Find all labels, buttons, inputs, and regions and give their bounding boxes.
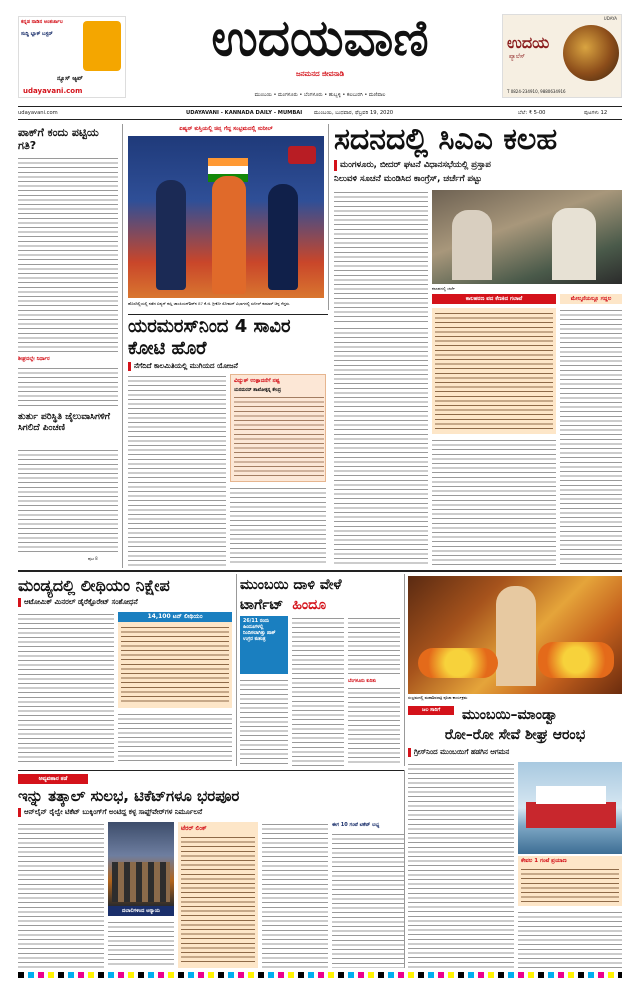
mumbai-divider — [404, 574, 405, 766]
tatkal-body-3 — [262, 822, 328, 968]
mumbai-headline3: ಹಿಂದೂ — [292, 597, 327, 613]
photo-divider — [328, 124, 329, 310]
shivaratri-caption: ಸಂಭ್ರಮದಲ್ಲಿ ಮಹಾಶಿವರಾತ್ರಿ ಪೂಜಾ ಕಾರ್ಯಕ್ರಮ — [408, 695, 468, 700]
wrestler-figure — [268, 184, 298, 290]
right-ad-sub: ಪ್ಯಾಲೆಸ್ — [509, 53, 526, 60]
tatkal-box2: ಈಗ 10 ಗಂಟೆ ಟಿಕೆಟ್ ಲಭ್ಯ — [332, 822, 380, 828]
mumbai-body-1 — [292, 616, 344, 766]
right-ad-brand: ಉದಯ — [507, 33, 550, 52]
tatkal-body-2 — [108, 920, 174, 968]
strip-price: ಬೆಲೆ: ₹ 5-00 — [518, 110, 546, 116]
mid-rule — [18, 570, 622, 572]
wrestler-figure — [212, 176, 246, 294]
yaramaras-body-1 — [128, 374, 226, 566]
left-col-more[interactable]: ಪುಟ 8 — [88, 556, 98, 561]
left-col-body-3 — [18, 448, 118, 552]
wrestling-caption: ಹೊಸದಿಲ್ಲಿಯಲ್ಲಿ ನಡೆದ ಏಷ್ಯನ್ ಕುಸ್ತಿ ಚಾಂಪಿಯನ್‌ಶಿಪ್‌ನ 87 ಕೆ.ಜಿ. ಗ್ರೀಕೋ ರೋಮನ್ ವಿಭಾಗದಲ್ಲಿ ಸುನೀಲ್ ಕುಮಾರ್ ಚಿನ್ನ ಗೆದ್ದರು. — [128, 301, 291, 306]
tatkal-box-body — [181, 835, 255, 965]
lithium-body-2 — [118, 712, 232, 764]
yaramaras-body-2 — [230, 486, 326, 566]
tatkal-rule — [18, 770, 404, 771]
left-ad-site: udayavani.com — [23, 87, 83, 95]
right-ad-top: UDAYA — [603, 16, 617, 21]
right-ad-phone: T 0824-234910, 9880634916 — [507, 89, 566, 94]
mumbai-body-2 — [240, 678, 288, 766]
roro-tag: ಜಲ ಸಾರಿಗೆ — [408, 706, 454, 715]
caa-tag2: ಮೇಲ್ಮನೆಯಲ್ಲೂ ಗದ್ದಲ — [560, 294, 622, 304]
left-col-sub1: ಶೀಘ್ರದಲ್ಲೇ ನಿರ್ಧಾರ — [18, 356, 50, 362]
roro-box — [518, 856, 622, 906]
passenger-crowd — [112, 862, 170, 902]
strip-pages: ಪುಟಗಳು 12 — [584, 110, 608, 116]
caa-subhead1: ಮಂಗಳೂರು, ಬೀದರ್ ಘಟನೆ ವಿಧಾನಸಭೆಯಲ್ಲಿ ಪ್ರಸ್ತಾಪ — [334, 160, 624, 171]
tatkal-subhead: ಆನ್‌ಲೈನ್ ರೈಲ್ವೇ ಟಿಕೆಟ್ ಬುಕ್ಕಿಂಗ್‌ಗೆ ಅಂಟಿದ್ದ ಕಳ್ಳ ಸಾಫ್ಟ್‌ವೇರ್‌ಗಳ ನಿರ್ಮೂಲನೆ — [18, 808, 404, 817]
tatkal-body-4 — [332, 832, 404, 968]
strip-site[interactable]: udayavani.com — [18, 110, 58, 116]
train-photo — [108, 822, 174, 906]
mumbai-headline: ಮುಂಬಯಿ ದಾಳಿ ವೇಳೆ — [240, 577, 342, 593]
roro-body-1 — [408, 762, 514, 968]
lithium-body-1 — [18, 612, 114, 764]
ship-photo — [518, 762, 622, 854]
food-image — [563, 25, 619, 81]
yaramaras-box-sub: ಯರಮರಸ್ ಶಾಖೋತ್ಪನ್ನ ಕೇಂದ್ರ — [234, 388, 281, 393]
ship-deck — [536, 786, 606, 804]
mumbai-body-4 — [348, 686, 400, 766]
caa-body-1 — [334, 190, 428, 322]
caa-body-3 — [560, 308, 622, 566]
caa-highlight-body — [435, 311, 553, 431]
ongc-logo-icon — [288, 146, 316, 164]
strip-bottom-rule — [18, 119, 622, 120]
roro-headline: ಮುಂಬಯಿ–ಮಾಂಡ್ವಾ — [462, 707, 559, 723]
left-ad-line1: ಕನ್ನಡ ನಾಡಿನ ಅಂತರ್ಜಾಲ — [21, 19, 63, 25]
left-col-body-2 — [18, 366, 118, 406]
mumbai-headline-row — [240, 594, 400, 612]
caa-subhead2: ನಿಲುವಳಿ ಸೂಚನೆ ಮಂಡಿಸಿದ ಕಾಂಗ್ರೆಸ್, ಚರ್ಚೆಗೆ ಪಟ್ಟು — [334, 174, 482, 184]
shivaratri-photo — [408, 576, 622, 694]
masthead-title: ಉದಯವಾಣಿ — [211, 8, 429, 67]
priest-figure — [496, 586, 536, 686]
lithium-box-body — [121, 625, 229, 705]
tatkal-divider — [404, 770, 405, 968]
flower-garland — [538, 642, 614, 678]
caa-highlight-box — [432, 308, 556, 434]
strip-date: ಮುಂಬಯಿ, ಬುಧವಾರ, ಫೆಬ್ರವರಿ 19, 2020 — [314, 110, 394, 116]
yaramaras-box-body — [234, 395, 324, 479]
left-col-divider — [122, 124, 123, 568]
lithium-divider — [236, 574, 237, 766]
date-strip — [18, 108, 622, 118]
caa-body-2 — [334, 326, 428, 566]
strip-top-rule — [18, 106, 622, 107]
yaramaras-rule — [128, 314, 328, 315]
caa-tag1: ಕಾಲಹರಣ ಪದ ಕೆಣಕಿದ ಗಲಾಟೆ — [432, 294, 556, 304]
tatkal-box — [178, 822, 258, 968]
wrestling-photo — [128, 136, 324, 298]
yaramaras-headline: ಯರಮರಸ್‌ನಿಂದ 4 ಸಾವಿರ ಕೋಟಿ ಹೊರೆ — [128, 316, 291, 359]
roro-box-title: ಕೇವಲ 1 ಗಂಟೆ ಪ್ರಯಾಣ — [521, 858, 567, 864]
lithium-subhead: ಆಟೋಮಿಕ್ ಮಿನರಲ್ ಡೈರೆಕ್ಟೊರೇಟ್ ಸಂಶೋಧನೆ — [18, 598, 232, 607]
left-ad-line2: ಸುದ್ದಿ ಬ್ಲಾಕ್ ಬಸ್ಟರ್ — [21, 31, 53, 37]
mumbai-body-3 — [348, 616, 400, 676]
roro-box-body — [521, 867, 619, 903]
mumbai-subbox: ಬೆಂಗಳೂರು ಕುರಿತು — [348, 679, 377, 684]
mumbai-box-text: 26/11 ರಂದು ಹಿಂದೂಗಳಲ್ಲಿ ನಿಂದಿಸಲಾಗಿತ್ತು ಪಾಕ್ ಉಗ್ರರ ಕುತಂತ್ರ — [243, 619, 276, 642]
yaramaras-box — [230, 374, 326, 482]
right-ad[interactable] — [502, 14, 622, 98]
caa-photo-caption: ಕಲಾಪದಲ್ಲಿ ಚರ್ಚೆ — [432, 286, 455, 291]
left-col-headline2: ತುರ್ತು ಪರಿಸ್ಥಿತಿ ಜೈಲುವಾಸಿಗಳಿಗೆ ಸಿಗಲಿದೆ ಪಿಂಚಣಿ — [18, 412, 110, 433]
mumbai-box — [240, 616, 288, 674]
lithium-box-title: 14,100 ಟನ್ ಲೀಥಿಯಂ — [118, 612, 232, 622]
ship-hull — [526, 802, 616, 828]
mumbai-headline2: ಟಾರ್ಗೆಟ್ — [240, 597, 284, 613]
masthead-tagline: ಜನಮನದ ಜೀವನಾಡಿ — [295, 70, 345, 78]
caa-body-4 — [432, 438, 556, 566]
tatkal-headline: ಇನ್ನು ತತ್ಕಾಲ್ ಸುಲಭ, ಟಿಕೆಟ್‌ಗಳೂ ಭರಪೂರ — [18, 787, 240, 805]
masthead — [0, 0, 640, 104]
roro-subhead: ಗ್ರೀಸ್‌ನಿಂದ ಮುಂಬಯಿಗೆ ಹಡಗಿನ ಆಗಮನ — [408, 748, 622, 757]
masthead-editions: ಮುಂಬಯಿ • ಮಂಗಳೂರು • ಬೆಂಗಳೂರು • ಹುಬ್ಬಳ್ಳಿ • ಕಲಬುರಗಿ • ಮಣಿಪಾಲ — [254, 92, 386, 98]
left-ad-line3: ನ್ಯೂಸ್ ಆ್ಯಪ್ — [57, 75, 83, 82]
tatkal-photo-label: ದಲಾಲಿಗಳಿಂದ ಅನ್ಯಾಯ — [108, 906, 174, 916]
wrestling-kicker: ಏಷ್ಯನ್ ಕುಸ್ತಿಯಲ್ಲಿ ಚಿನ್ನ ಗೆದ್ದ ಸಂಭ್ರಮದಲ್ಲಿ ಸುನೀಲ್ — [179, 126, 273, 132]
roro-body-2 — [518, 910, 622, 968]
strip-edition: UDAYAVANI - KANNADA DAILY - MUMBAI — [186, 110, 303, 116]
mla-figure — [452, 210, 492, 280]
phone-icon — [83, 21, 121, 71]
left-col-body-1 — [18, 156, 118, 354]
flower-garland — [418, 648, 498, 678]
left-col-headline: ಪಾಕ್‌ಗೆ ಕಂದು ಪಟ್ಟಿಯ ಗತಿ? — [18, 126, 99, 152]
roro-headline2: ರೋ–ರೋ ಸೇವೆ ಶೀಘ್ರ ಆರಂಭ — [444, 727, 586, 743]
lithium-headline: ಮಂಡ್ಯದಲ್ಲಿ ಲೀಥಿಯಂ ನಿಕ್ಷೇಪ — [18, 576, 170, 595]
wrestler-figure — [156, 180, 186, 290]
caa-photo — [432, 190, 622, 284]
registration-strip — [18, 972, 622, 978]
left-ad[interactable] — [18, 16, 126, 98]
tatkal-box-title: ಟೆರರ್ ಲಿಂಕ್ — [181, 825, 207, 832]
caa-headline: ಸದನದಲ್ಲಿ ಸಿಎಎ ಕಲಹ — [334, 122, 558, 157]
yaramaras-box-title: ವಿದ್ಯುತ್ ಉತ್ಪಾದನೆಗೆ ನಷ್ಟ — [234, 378, 280, 384]
yaramaras-subhead: ನೆಗೆದಿದೆ ಕಾಲಮಿತಿಯಲ್ಲಿ ಮುಗಿಯದ ಯೋಜನೆ — [128, 362, 324, 371]
mla-figure — [552, 208, 596, 280]
tatkal-tag: ಅವ್ಯವಹಾರ ತಡೆ — [18, 774, 88, 784]
tatkal-body-1 — [18, 822, 104, 968]
lithium-box — [118, 612, 232, 708]
